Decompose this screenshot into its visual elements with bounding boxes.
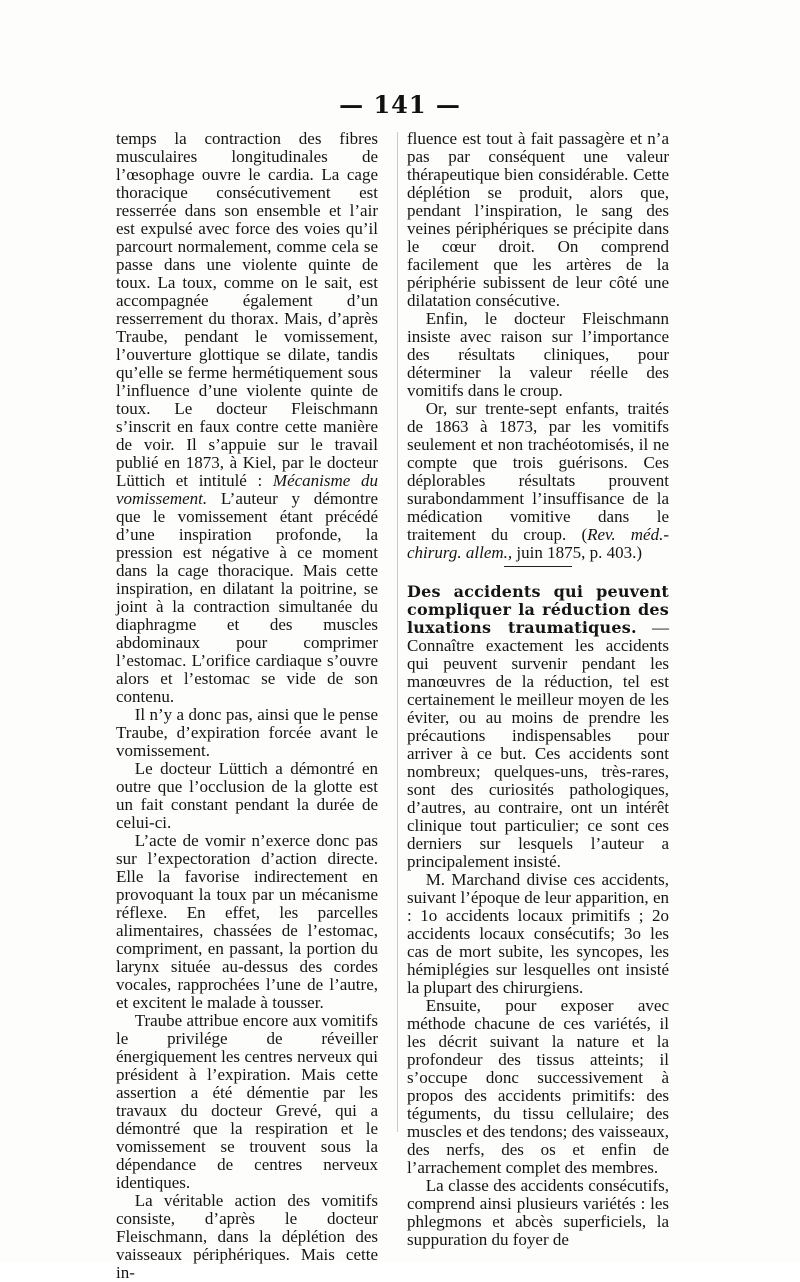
left-column xyxy=(116,129,378,1282)
section-rule xyxy=(504,566,572,567)
page-number: — 141 — xyxy=(339,90,461,119)
paragraph: Enfin, le docteur Fleischmann insiste avec raison sur l’importance des résultats cliniques, pour déterminer la valeur réelle des vomitifs dans le croup. xyxy=(407,309,669,400)
paragraph: Le docteur Lüttich a démontré en outre que l’occlusion de la glotte est un fait constant pendant la durée de celui-ci. xyxy=(116,759,378,832)
paragraph: fluence est tout à fait passagère et n’a pas par conséquent une valeur thérapeutique bien considérable. Cette déplétion se produit, alors que, pendant l’inspiration, le sang des veines périphériques se précipite dans le cœur droit. On comprend facilement que les artères de la périphérie subissent de leur côté une dilatation consécutive. xyxy=(407,129,669,310)
paragraph: La véritable action des vomitifs consiste, d’après le docteur Fleischmann, dans la déplétion des vaisseaux périphériques. Mais cette in- xyxy=(116,1191,378,1282)
column-divider xyxy=(397,132,398,1132)
right-column xyxy=(407,129,670,1249)
paragraph: Traube attribue encore aux vomitifs le privilége de réveiller énergiquement les centres nerveux qui président à l’expiration. Mais cette assertion a été démentie par les travaux du docteur Grevé, qui a démontré que la respiration et le vomissement se trouvent sous la dépendance de centres nerveux identiques. xyxy=(116,1011,378,1192)
article-title: Mécanisme du vomissement. xyxy=(116,471,378,508)
paragraph: Ensuite, pour exposer avec méthode chacune de ces variétés, il les décrit suivant la nature et la profondeur des tissus atteints; il s’occupe donc successivement à propos des accidents primitifs: des téguments, du tissu cellulaire; des muscles et des tendons; des vaisseaux, des nerfs, des os et enfin de l’arrachement complet des membres. xyxy=(407,996,669,1177)
paragraph: L’acte de vomir n’exerce donc pas sur l’expectoration d’action directe. Elle la favorise indirectement en provoquant la toux par un mécanisme réflexe. En effet, les parcelles alimentaires, chassées de l’estomac, compriment, en passant, la portion du larynx située au-dessus des cordes vocales, rapprochées l’une de l’autre, et excitent le malade à tousser. xyxy=(116,831,378,1012)
paragraph xyxy=(116,130,378,706)
citation: Rev. méd.-chirurg. allem., xyxy=(407,525,669,562)
paragraph-text: Or, sur trente-sept enfants, traités de 1863 à 1873, par les vomitifs seulement et non trachéotomisés, il ne compte que trois guérisons. Ces déplorables résultats prouvent surabondamment l’insuffisance de la médication vomitive dans le traitement du croup. ( xyxy=(407,399,669,544)
paragraph-text: temps la contraction des fibres musculaires longitudinales de l’œsophage ouvre le cardia. La cage thoracique consécutivement est resserrée dans son ensemble et l’air est expulsé avec force des voies qu’il parcourt normalement, comme cela se passe dans une violente quinte de toux. La toux, comme on le sait, est accompagnée également d’un resserrement du thorax. Mais, d’après Traube, pendant le vomissement, l’ouverture glottique se dilate, tandis qu’elle se ferme hermétiquement sous l’influence d’une violente quinte de toux. Le docteur Fleischmann s’inscrit en faux contre cette manière de voir. Il s’appuie sur le travail publié en 1873, à Kiel, par le docteur Lüttich et intitulé : xyxy=(116,129,378,490)
paragraph-text: — Connaître exactement les accidents qui peuvent survenir pendant les manœuvres de la réduction, tel est certainement le meilleur moyen de les éviter, ou au moins de prendre les précautions indispensables pour arriver à ce but. Ces accidents sont nombreux; quelques-uns, très-rares, sont des curiosités pathologiques, d’autres, au contraire, ont un intérêt clinique tout particulier; ce sont ces derniers sur lesquels l’auteur a principalement insisté. xyxy=(407,618,670,871)
section-heading: Des accidents qui peuvent compliquer la réduction des luxations traumatiques. xyxy=(407,582,669,637)
paragraph-text: L’auteur y démontre que le vomissement étant précédé d’une inspiration profonde, la pression est négative à ce moment dans la cage thoracique. Mais cette inspiration, en dilatant la poitrine, se joint à la contraction simultanée du diaphragme et des muscles abdominaux pour comprimer l’estomac. L’orifice cardiaque s’ouvre alors et l’estomac se vide de son contenu. xyxy=(116,489,378,706)
paragraph: M. Marchand divise ces accidents, suivant l’époque de leur apparition, en : 1o accidents locaux primitifs ; 2o accidents locaux consécutifs; 3o les cas de mort subite, les syncopes, les hémiplégies sur lesquelles ont insisté la plupart des chirurgiens. xyxy=(407,870,669,997)
paragraph: La classe des accidents consécutifs, comprend ainsi plusieurs variétés : les phlegmons et abcès superficiels, la suppuration du foyer de xyxy=(407,1176,669,1249)
section-paragraph xyxy=(407,583,669,871)
paragraph: Il n’y a donc pas, ainsi que le pense Traube, d’expiration forcée avant le vomissement. xyxy=(116,705,378,760)
paragraph-text: juin 1875, p. 403.) xyxy=(512,543,642,562)
paragraph xyxy=(407,400,669,562)
